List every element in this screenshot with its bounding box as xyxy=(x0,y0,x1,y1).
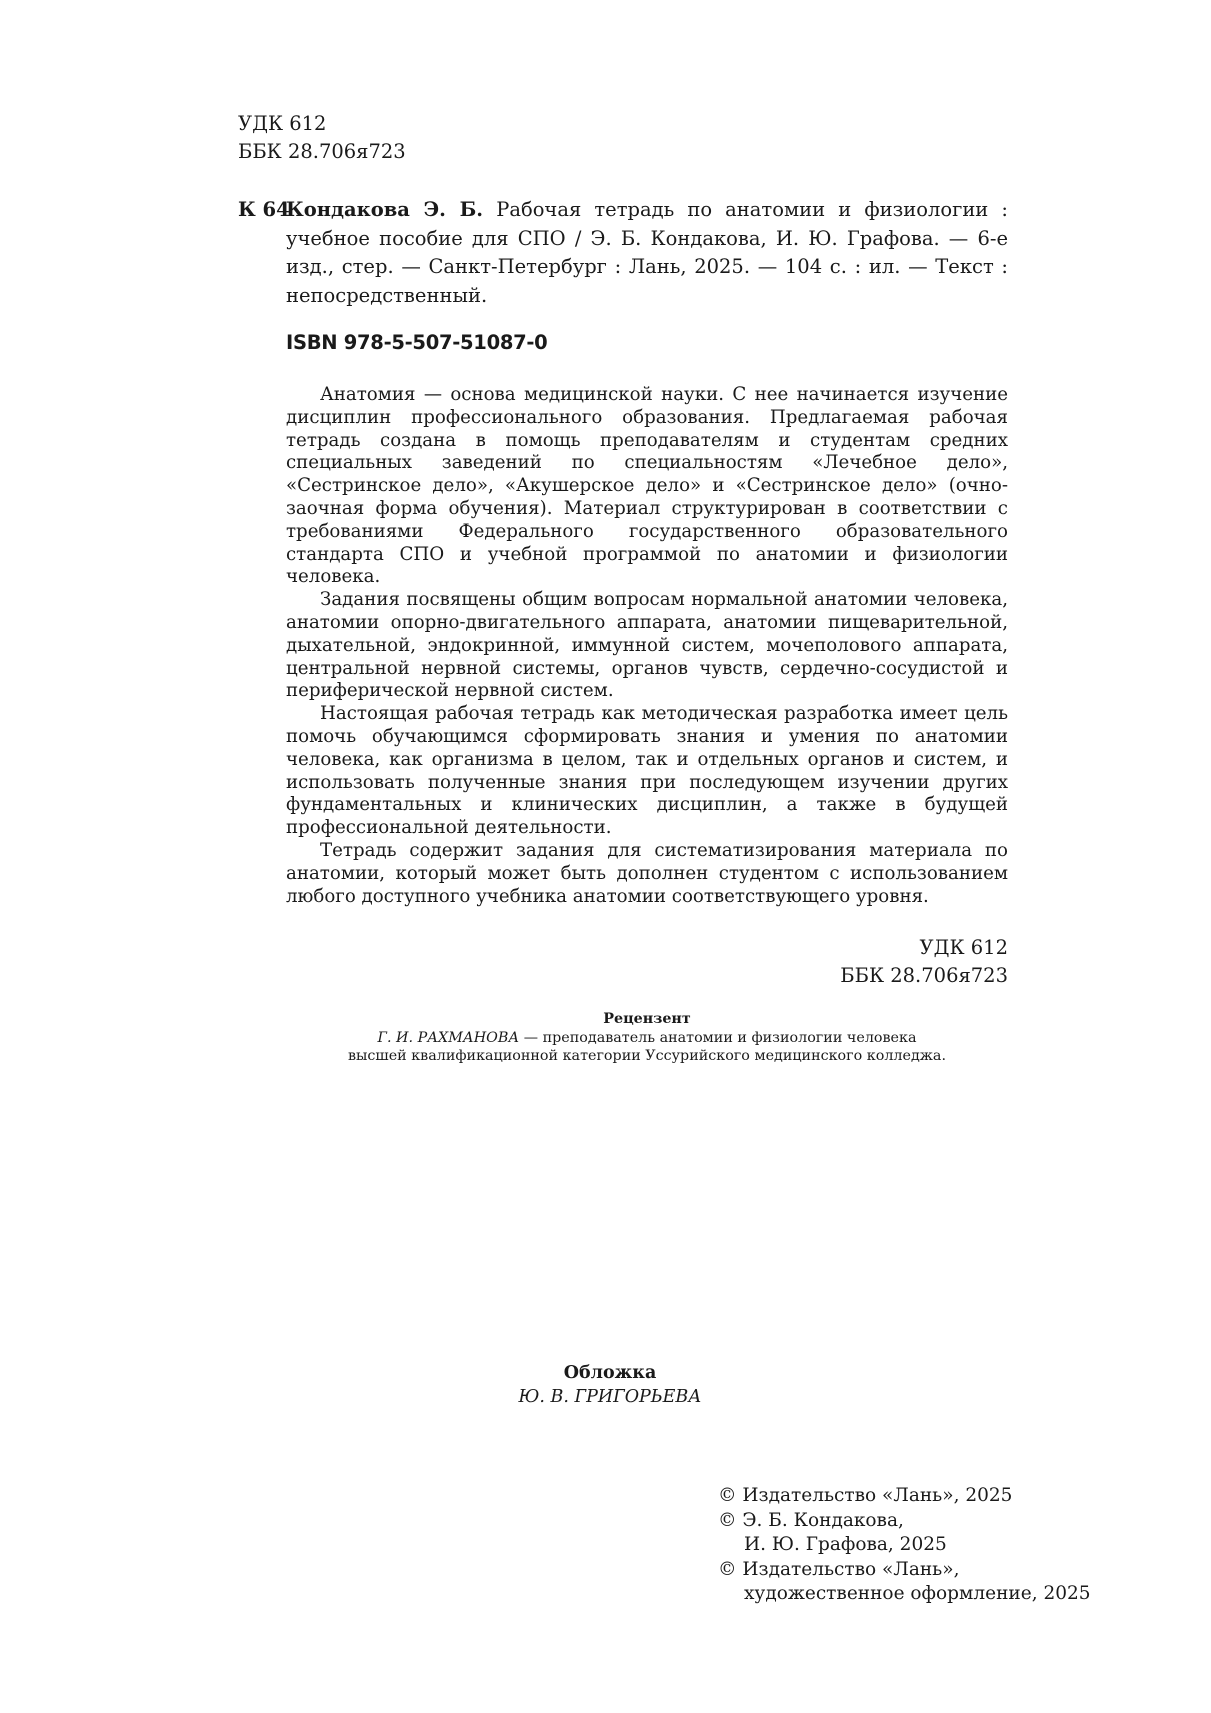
reviewer-line-1 xyxy=(286,1029,1008,1048)
copyright-line: © Э. Б. Кондакова, xyxy=(718,1509,904,1531)
udk-code: УДК 612 xyxy=(238,112,327,135)
cover-title: Обложка xyxy=(563,1363,657,1383)
classification-header xyxy=(238,110,406,166)
reviewer-line-2: высшей квалификационной категории Уссурийского медицинского колледжа. xyxy=(347,1048,947,1064)
author-name: Кондакова Э. Б. xyxy=(286,198,484,221)
copyright-line: © Издательство «Лань», 2025 xyxy=(718,1485,1013,1506)
bbk-code: ББК 28.706я723 xyxy=(238,140,406,163)
abstract-paragraph: Анатомия — основа медицинской науки. С нее начинается изучение дисциплин профессионального образования. Предлагаемая рабочая тетрадь создана в помощь преподавателям и студентам средних специальных заведений по специальностям «Лечебное дело», «Сестринское дело», «Акушерское дело» и «Сестринское дело» (очно-заочная форма обучения). Материал структурирован в соответствии с требованиями Федерального государственного образовательного стандарта СПО и учебной программой по анатомии и физиологии человека. xyxy=(286,384,1008,588)
cover-designer: Ю. В. ГРИГОРЬЕВА xyxy=(518,1387,702,1407)
classification-footer xyxy=(830,934,1008,990)
bibliographic-entry xyxy=(238,196,1008,310)
bibliographic-text: Рабочая тетрадь по анатомии и физиологии : учебное пособие для СПО / Э. Б. Кондакова, И. Ю. Графова. — 6-е изд., стер. — Санкт-Петербург : Лань, 2025. — 104 с. : ил. — Текст : непосредственный. xyxy=(286,198,1008,307)
author-mark: К 64 xyxy=(238,198,290,221)
udk-code-right: УДК 612 xyxy=(919,936,1008,959)
copyright-line: И. Ю. Графова, 2025 xyxy=(744,1534,947,1555)
bbk-code-right: ББК 28.706я723 xyxy=(840,964,1008,987)
reviewer-block xyxy=(286,1010,1008,1066)
reviewer-title: Рецензент xyxy=(603,1011,691,1027)
copyright-block xyxy=(718,1484,1091,1607)
bibliographic-description xyxy=(286,196,1008,310)
reviewer-name: Г. И. РАХМАНОВА xyxy=(377,1029,520,1046)
abstract xyxy=(286,384,1008,908)
cover-credit xyxy=(400,1361,820,1409)
abstract-paragraph: Тетрадь содержит задания для систематизирования материала по анатомии, который может быть дополнен студентом с использованием любого доступного учебника анатомии соответствующего уровня. xyxy=(286,839,1008,907)
copyright-line: художественное оформление, 2025 xyxy=(744,1583,1091,1604)
isbn: ISBN 978-5-507-51087-0 xyxy=(286,331,548,354)
reviewer-description: — преподаватель анатомии и физиологии человека xyxy=(519,1029,917,1046)
copyright-line: © Издательство «Лань», xyxy=(718,1558,960,1580)
abstract-paragraph: Задания посвящены общим вопросам нормальной анатомии человека, анатомии опорно-двигательного аппарата, анатомии пищеварительной, дыхательной, эндокринной, иммунной систем, мочеполового аппарата, центральной нервной системы, органов чувств, сердечно-сосудистой и периферической нервной систем. xyxy=(286,589,1008,702)
abstract-paragraph: Настоящая рабочая тетрадь как методическая разработка имеет цель помочь обучающимся сформировать знания и умения по анатомии человека, как организма в целом, так и отдельных органов и систем, и использовать полученные знания при последующем изучении других фундаментальных и клинических дисциплин, а также в будущей профессиональной деятельности. xyxy=(286,703,1008,839)
